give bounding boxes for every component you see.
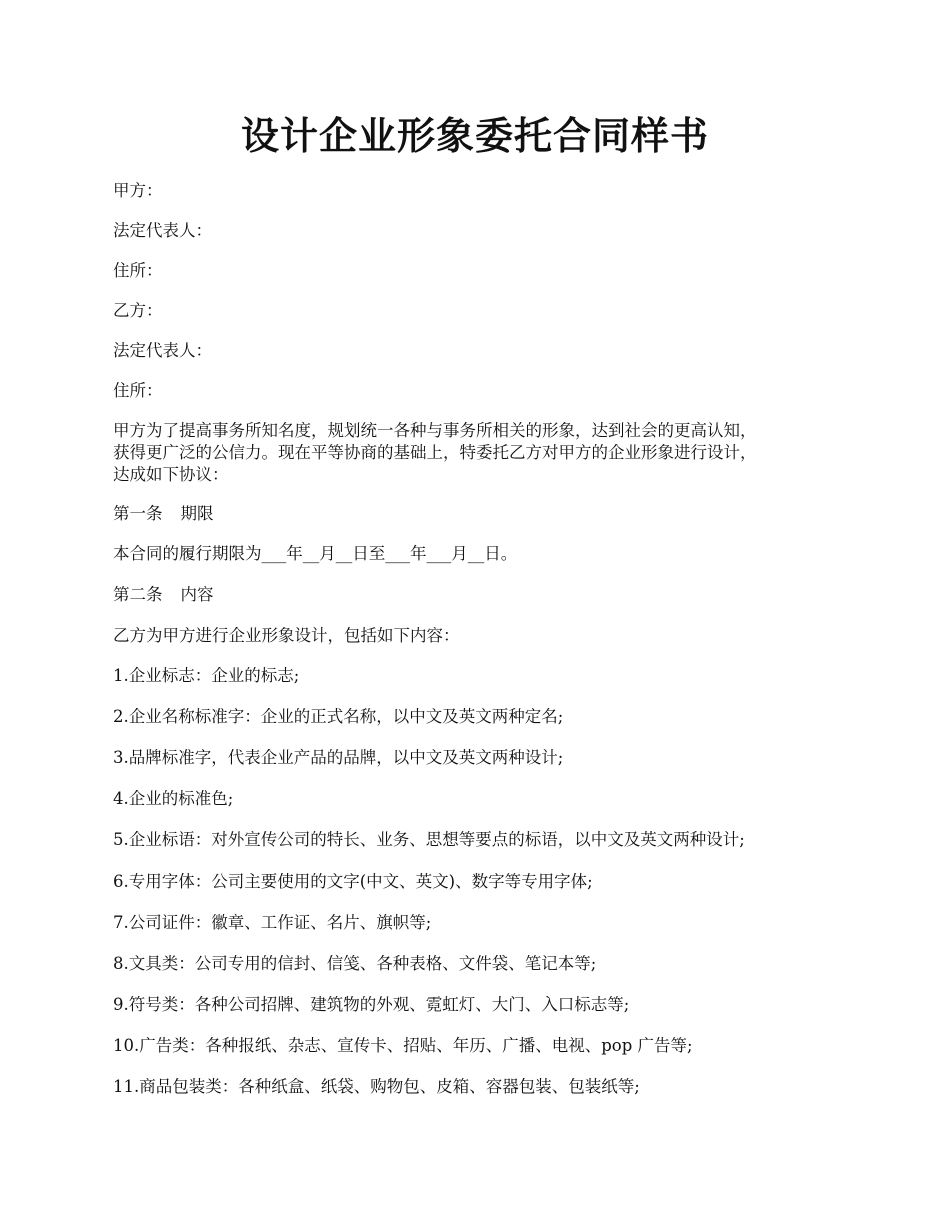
list-item: 4.企业的标准色;	[113, 789, 234, 808]
intro-line: 甲方为了提高事务所知名度，规划统一各种与事务所相关的形象，达到社会的更高认知，	[113, 421, 757, 440]
article-2-heading	[113, 584, 838, 606]
list-item: 10.广告类：各种报纸、杂志、宣传卡、招贴、年历、广播、电视、pop 广告等;	[113, 1036, 693, 1055]
list-item: 2.企业名称标准字：企业的正式名称，以中文及英文两种定名;	[113, 707, 564, 726]
document-title: 设计企业形象委托合同样书	[240, 113, 709, 158]
list-item: 1.企业标志：企业的标志;	[113, 666, 300, 685]
list-item: 8.文具类：公司专用的信封、信笺、各种表格、文件袋、笔记本等;	[113, 954, 597, 973]
article-2-number: 第二条	[113, 585, 163, 604]
party-b-representative-label: 法定代表人：	[113, 341, 212, 360]
intro-paragraph	[113, 420, 838, 486]
party-b-address-label: 住所：	[113, 381, 163, 400]
list-item: 11.商品包装类：各种纸盒、纸袋、购物包、皮箱、容器包装、包装纸等;	[113, 1077, 640, 1096]
party-a-label: 甲方：	[113, 181, 163, 200]
article-2-intro: 乙方为甲方进行企业形象设计，包括如下内容：	[113, 626, 460, 645]
article-1-number: 第一条	[113, 504, 163, 523]
article-1-title: 期限	[180, 504, 214, 523]
article-2-title: 内容	[180, 585, 214, 604]
party-b-label: 乙方：	[113, 301, 163, 320]
article-1-text: 本合同的履行期限为___年__月__日至___年___月__日。	[113, 544, 518, 563]
list-item: 3.品牌标准字，代表企业产品的品牌，以中文及英文两种设计;	[113, 748, 564, 767]
list-item: 5.企业标语：对外宣传公司的特长、业务、思想等要点的标语，以中文及英文两种设计;	[113, 830, 745, 849]
intro-line: 达成如下协议：	[113, 465, 229, 484]
intro-line: 获得更广泛的公信力。现在平等协商的基础上，特委托乙方对甲方的企业形象进行设计，	[113, 443, 757, 462]
party-a-address-label: 住所：	[113, 261, 163, 280]
article-1-heading	[113, 503, 838, 525]
list-item: 9.符号类：各种公司招牌、建筑物的外观、霓虹灯、大门、入口标志等;	[113, 995, 630, 1014]
party-a-representative-label: 法定代表人：	[113, 221, 212, 240]
list-item: 7.公司证件：徽章、工作证、名片、旗帜等;	[113, 913, 432, 932]
list-item: 6.专用字体：公司主要使用的文字(中文、英文)、数字等专用字体;	[113, 872, 593, 891]
